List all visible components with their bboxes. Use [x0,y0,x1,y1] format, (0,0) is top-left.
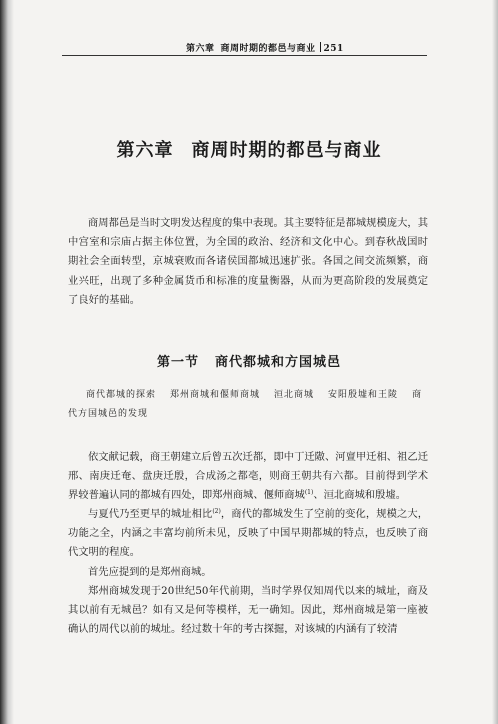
footnote-ref[interactable]: (1) [304,489,314,497]
body-paragraph: 郑州商城发现于20世纪50年代前期，当时学界仅知周代以来的城址，商及其以前有无城邑？如有又是何等模样，无一确知。因此，郑州商城是第一座被确认的周代以前的城址。经过数十年的考古探掘，对该城的内涵有了较清 [68,585,428,636]
header-rule [62,55,427,56]
section-title [0,351,498,370]
chapter-title [0,136,498,162]
paragraph-text: 依文献记载，商王朝建立后曾五次迁都，即中丁迁隞、河亶甲迁相、祖乙迁邢、南庚迁奄、盘庚迁殷，合成汤之都亳，则商王朝共有六都。目前得到学术界较普遍认同的都城有四处，即郑州商城、偃师商城 [68,451,428,502]
paragraph-text: 、洹北商城和殷墟。 [313,489,406,502]
keyword: 安阳殷墟和王陵 [328,390,399,400]
paragraph-text: ，商代的都城发生了空前的变化，规模之大，功能之全，内涵之丰富均前所未见，反映了中国早期都城的特点，也反映了商代文明的程度。 [68,508,428,559]
chapter-title-text: 商周时期的都邑与商业 [191,140,382,161]
section-keywords [68,386,428,424]
body-paragraph: 首先应提到的是郑州商城。 [88,566,212,578]
keyword: 商代都城的探索 [86,390,157,400]
running-header-chapter: 第六章 [186,44,215,54]
running-header-title: 商周时期的都邑与商业 [220,44,316,54]
paragraph-text: 与夏代乃至更早的城址相比 [88,508,213,520]
body-paragraph [68,448,428,506]
keyword: 商代方国城邑的发现 [68,390,423,419]
keyword: 洹北商城 [274,390,315,400]
page-number: 251 [323,44,344,54]
section-title-text: 商代都城和方国城邑 [215,355,342,370]
body-paragraph [68,505,428,563]
keyword: 郑州商城和偃师商城 [170,390,261,400]
footnote-ref[interactable]: (2) [212,508,221,515]
intro-paragraph: 商周都邑是当时文明发达程度的集中表现。其主要特征是都城规模庞大，其中宫室和宗庙占据主体位置，为全国的政治、经济和文化中心。到春秋战国时期社会全面转型，京城衰败而各诸侯国都城迅速扩张。各国之间交流频繁，商业兴旺，出现了多种金属货币和标准的度量衡器，从而为更高阶段的发展奠定了良好的基础。 [68,217,428,306]
running-header [186,41,426,54]
header-separator [320,42,321,52]
section-label: 第一节 [156,355,199,370]
chapter-label: 第六章 [116,140,174,161]
